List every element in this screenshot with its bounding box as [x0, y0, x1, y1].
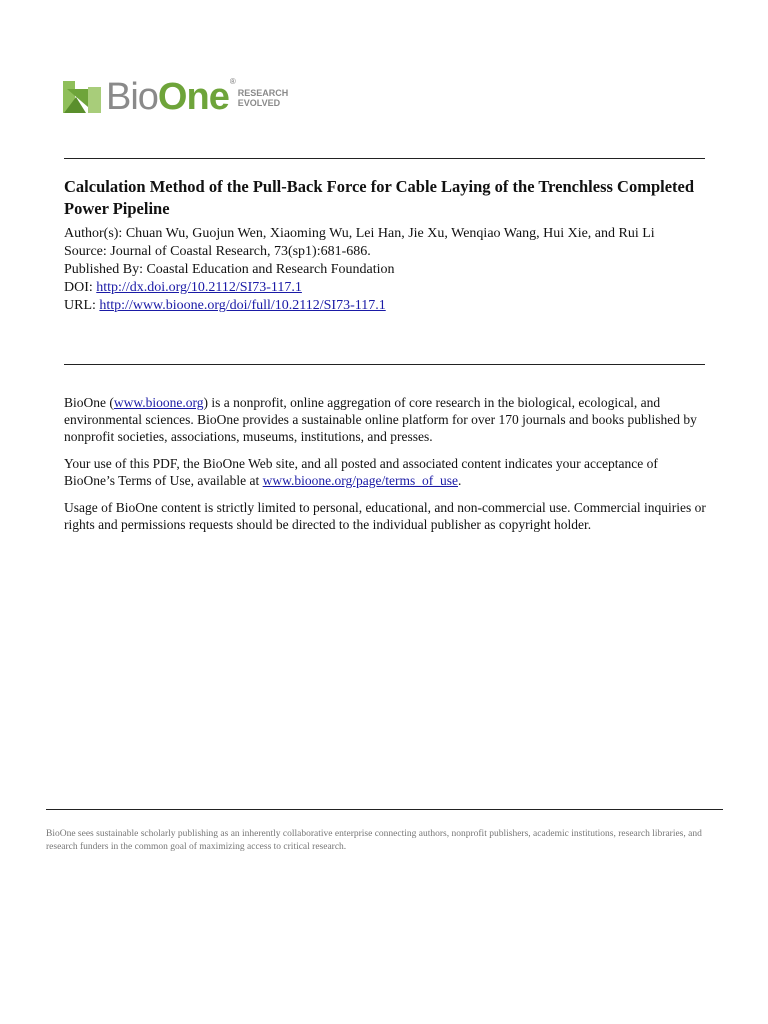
url-link[interactable]: http://www.bioone.org/doi/full/10.2112/SI73-117.1 — [99, 298, 386, 313]
article-header — [64, 176, 704, 315]
bioone-home-link[interactable]: www.bioone.org — [113, 395, 204, 410]
usage-paragraph: Usage of BioOne content is strictly limited to personal, educational, and non-commercial use. Commercial inquiries or rights and permissions requests should be directed to the individual publisher as copyright holder. — [64, 500, 706, 532]
logo-wordmark — [106, 78, 235, 116]
source-label: Source: — [64, 244, 107, 259]
terms-text-start: Your use of this PDF, the BioOne Web site, and all posted and associated content indicates your acceptance of BioOne’s Terms of Use, available at — [64, 456, 658, 488]
logo-bio-text: Bio — [106, 76, 158, 118]
publisher-line — [64, 261, 704, 279]
source-line — [64, 243, 704, 261]
notice-body — [64, 394, 709, 543]
middle-divider — [64, 364, 705, 365]
authors-line — [64, 225, 704, 243]
publisher-value: Coastal Education and Research Foundation — [146, 262, 395, 277]
about-text-start: BioOne ( — [64, 395, 114, 410]
doi-line — [64, 279, 704, 297]
logo-tagline — [238, 88, 289, 108]
doi-link[interactable]: http://dx.doi.org/10.2112/SI73-117.1 — [96, 280, 302, 295]
doi-label: DOI: — [64, 280, 93, 295]
terms-of-use-link[interactable]: www.bioone.org/page/terms_of_use — [262, 473, 458, 488]
url-label: URL: — [64, 298, 96, 313]
article-title: Calculation Method of the Pull-Back Force for Cable Laying of the Trenchless Completed Power Pipeline — [64, 177, 695, 218]
authors-value: Chuan Wu, Guojun Wen, Xiaoming Wu, Lei Han, Jie Xu, Wenqiao Wang, Hui Xie, and Rui Li — [125, 226, 655, 241]
terms-text-end: . — [457, 473, 462, 488]
bioone-leaf-icon — [62, 77, 102, 117]
logo-registered-mark: ® — [229, 77, 235, 86]
logo-one-text: One — [157, 76, 229, 118]
terms-paragraph — [64, 455, 709, 489]
footer-divider — [46, 809, 723, 810]
url-line — [64, 297, 704, 315]
footer-text: BioOne sees sustainable scholarly publishing as an inherently collaborative enterprise connecting authors, nonprofit publishers, academic institutions, research libraries, and research funders in the common goal of maximizing access to critical research. — [46, 829, 702, 852]
authors-label: Author(s): — [64, 226, 123, 241]
publisher-label: Published By: — [64, 262, 143, 277]
about-text-end: ) is a nonprofit, online aggregation of core research in the biological, ecological, and environmental sciences. BioOne provides a sustainable online platform for over 170 journals and books published by nonprofit societies, associations, museums, institutions, and presses. — [64, 395, 697, 444]
bioone-logo[interactable] — [62, 72, 312, 122]
logo-tagline-evolved: EVOLVED — [237, 98, 281, 108]
top-divider — [64, 158, 705, 159]
source-value: Journal of Coastal Research, 73(sp1):681-686. — [110, 244, 371, 259]
logo-tagline-research: RESEARCH — [237, 88, 289, 98]
about-paragraph — [64, 394, 709, 445]
